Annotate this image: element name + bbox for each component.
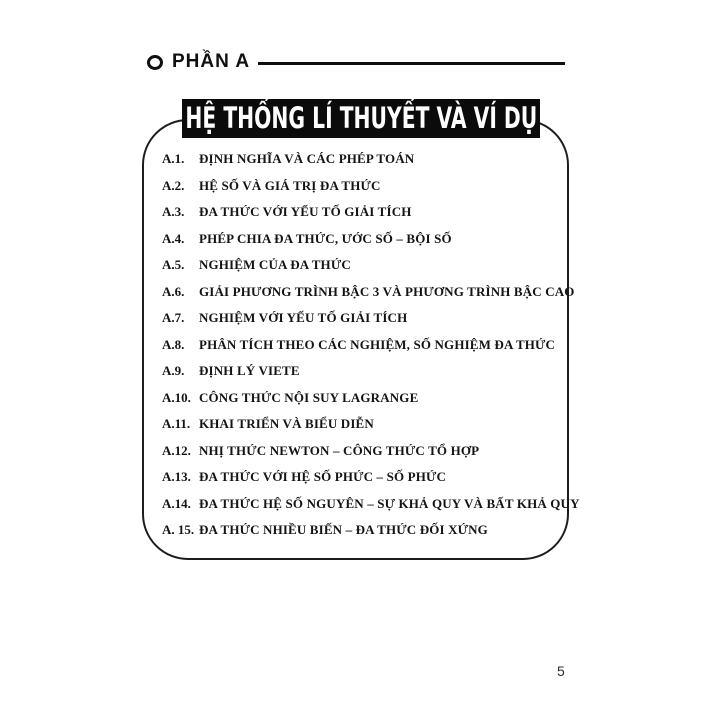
circle-bullet-icon — [147, 55, 163, 70]
toc-item-title: CÔNG THỨC NỘI SUY LAGRANGE — [199, 389, 419, 405]
toc-row — [162, 464, 564, 491]
toc-item-label: A.10. — [162, 389, 191, 405]
toc-row — [162, 438, 564, 465]
header-rule — [258, 62, 565, 65]
toc-row — [162, 252, 564, 279]
toc-row — [162, 332, 564, 359]
toc-item-label: A.8. — [162, 336, 185, 352]
toc-item-label: A.3. — [162, 204, 185, 219]
toc-row — [162, 146, 564, 173]
toc-item-title: PHÂN TÍCH THEO CÁC NGHIỆM, SỐ NGHIỆM ĐA THỨC — [199, 336, 556, 352]
toc-row — [162, 358, 564, 385]
toc-item-title: ĐỊNH LÝ VIETE — [199, 363, 300, 378]
toc-item-label: A.6. — [162, 283, 185, 299]
toc-item-label: A.4. — [162, 230, 185, 246]
toc-item-title: PHÉP CHIA ĐA THỨC, ƯỚC SỐ – BỘI SỐ — [199, 230, 452, 246]
toc-item-title: NGHIỆM VỚI YẾU TỐ GIẢI TÍCH — [199, 310, 408, 325]
toc-item-label: A.7. — [162, 310, 185, 325]
toc-item-title: KHAI TRIỂN VÀ BIỂU DIỄN — [199, 416, 374, 431]
toc-item-label: A. 15. — [162, 522, 195, 537]
toc-item-label: A.12. — [162, 442, 191, 458]
toc-row — [162, 199, 564, 226]
toc-row — [162, 411, 564, 438]
toc-item-title: HỆ SỐ VÀ GIÁ TRỊ ĐA THỨC — [199, 177, 381, 193]
toc-item-title: ĐA THỨC VỚI YẾU TỐ GIẢI TÍCH — [199, 204, 412, 219]
toc-item-label: A.11. — [162, 416, 191, 431]
toc-item-title: GIẢI PHƯƠNG TRÌNH BẬC 3 VÀ PHƯƠNG TRÌNH BẬC CAO — [199, 283, 575, 299]
toc-item-label: A.9. — [162, 363, 185, 378]
toc-item-label: A.13. — [162, 469, 191, 484]
toc-item-label: A.5. — [162, 257, 185, 272]
section-banner — [182, 99, 540, 138]
part-header — [147, 51, 565, 73]
toc-item-title: ĐA THỨC NHIỀU BIẾN – ĐA THỨC ĐỐI XỨNG — [199, 522, 488, 537]
toc-row — [162, 305, 564, 332]
part-label: PHẦN A — [172, 51, 251, 72]
toc-item-title: ĐA THỨC HỆ SỐ NGUYÊN – SỰ KHẢ QUY VÀ BẤT KHẢ QUY — [199, 495, 580, 511]
toc-item-label: A.1. — [162, 151, 185, 166]
toc-item-label: A.2. — [162, 177, 185, 193]
page-number: 5 — [557, 663, 565, 679]
section-banner-title: HỆ THỐNG LÍ THUYẾT VÀ VÍ DỤ — [185, 100, 537, 135]
toc-list — [162, 146, 580, 544]
toc-row — [162, 279, 575, 306]
toc-item-title: ĐA THỨC VỚI HỆ SỐ PHỨC – SỐ PHỨC — [199, 469, 447, 484]
toc-row — [162, 226, 564, 253]
toc-item-title: NHỊ THỨC NEWTON – CÔNG THỨC TỔ HỢP — [199, 442, 480, 458]
toc-item-title: ĐỊNH NGHĨA VÀ CÁC PHÉP TOÁN — [199, 151, 415, 166]
toc-item-label: A.14. — [162, 495, 191, 511]
toc-row — [162, 491, 580, 518]
toc-row — [162, 385, 564, 412]
toc-row — [162, 517, 564, 544]
toc-row — [162, 173, 564, 200]
toc-item-title: NGHIỆM CỦA ĐA THỨC — [199, 257, 351, 272]
